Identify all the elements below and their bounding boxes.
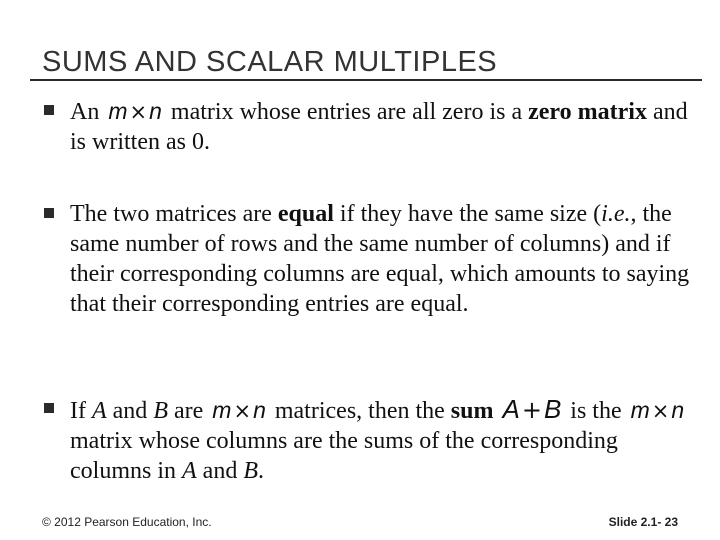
square-bullet-icon — [44, 105, 54, 115]
text: The two matrices are — [70, 201, 272, 227]
var-B: B — [153, 398, 168, 424]
math-m: m — [212, 397, 232, 423]
math-m: m — [630, 397, 650, 423]
copyright-notice: © 2012 Pearson Education, Inc. — [42, 515, 212, 529]
math-B: B — [543, 394, 562, 424]
math-n: n — [253, 397, 266, 423]
square-bullet-icon — [44, 403, 54, 413]
math-n: n — [149, 98, 162, 124]
math-m-by-n — [105, 99, 165, 125]
text: If — [70, 398, 86, 424]
math-m-by-n — [628, 398, 688, 424]
text: are — [173, 398, 204, 424]
text: if they have the same size ( — [339, 201, 602, 227]
text: , the same number of rows and the same number of columns) and if their corresponding columns are equal, which amounts to saying that their corresponding entries are equal. — [70, 201, 690, 317]
slide-title: SUMS AND SCALAR MULTIPLES — [42, 46, 498, 78]
var-A: A — [182, 458, 197, 484]
abbr-ie: i.e. — [601, 201, 631, 227]
text: and is written as 0. — [70, 99, 688, 155]
text: . — [258, 458, 264, 484]
title-divider — [30, 79, 702, 81]
text: is the — [570, 398, 622, 424]
bullet-zero-matrix — [70, 96, 690, 157]
math-times: × — [233, 399, 252, 423]
text: An — [70, 99, 100, 125]
slide-number: Slide 2.1- 23 — [608, 515, 678, 529]
square-bullet-icon — [44, 208, 54, 218]
text: matrix whose entries are all zero is a — [170, 99, 523, 125]
math-times: × — [651, 399, 670, 423]
text: and — [202, 458, 238, 484]
bullet-matrix-sum — [70, 394, 690, 486]
math-m: m — [108, 98, 128, 124]
math-A: A — [502, 394, 520, 424]
math-a-plus-b — [499, 394, 564, 425]
text: and — [112, 398, 148, 424]
math-m-by-n — [209, 398, 269, 424]
term-sum: sum — [450, 398, 494, 424]
math-n: n — [671, 397, 685, 423]
math-plus: + — [521, 396, 542, 424]
bullet-equal-matrices — [70, 199, 690, 319]
math-times: × — [129, 100, 148, 124]
text: matrix whose columns are the sums of the corresponding columns in — [70, 428, 618, 484]
var-A: A — [91, 398, 107, 424]
term-zero-matrix: zero matrix — [528, 99, 647, 125]
var-B: B — [243, 458, 258, 484]
text: matrices, then the — [274, 398, 445, 424]
term-equal: equal — [277, 201, 334, 227]
